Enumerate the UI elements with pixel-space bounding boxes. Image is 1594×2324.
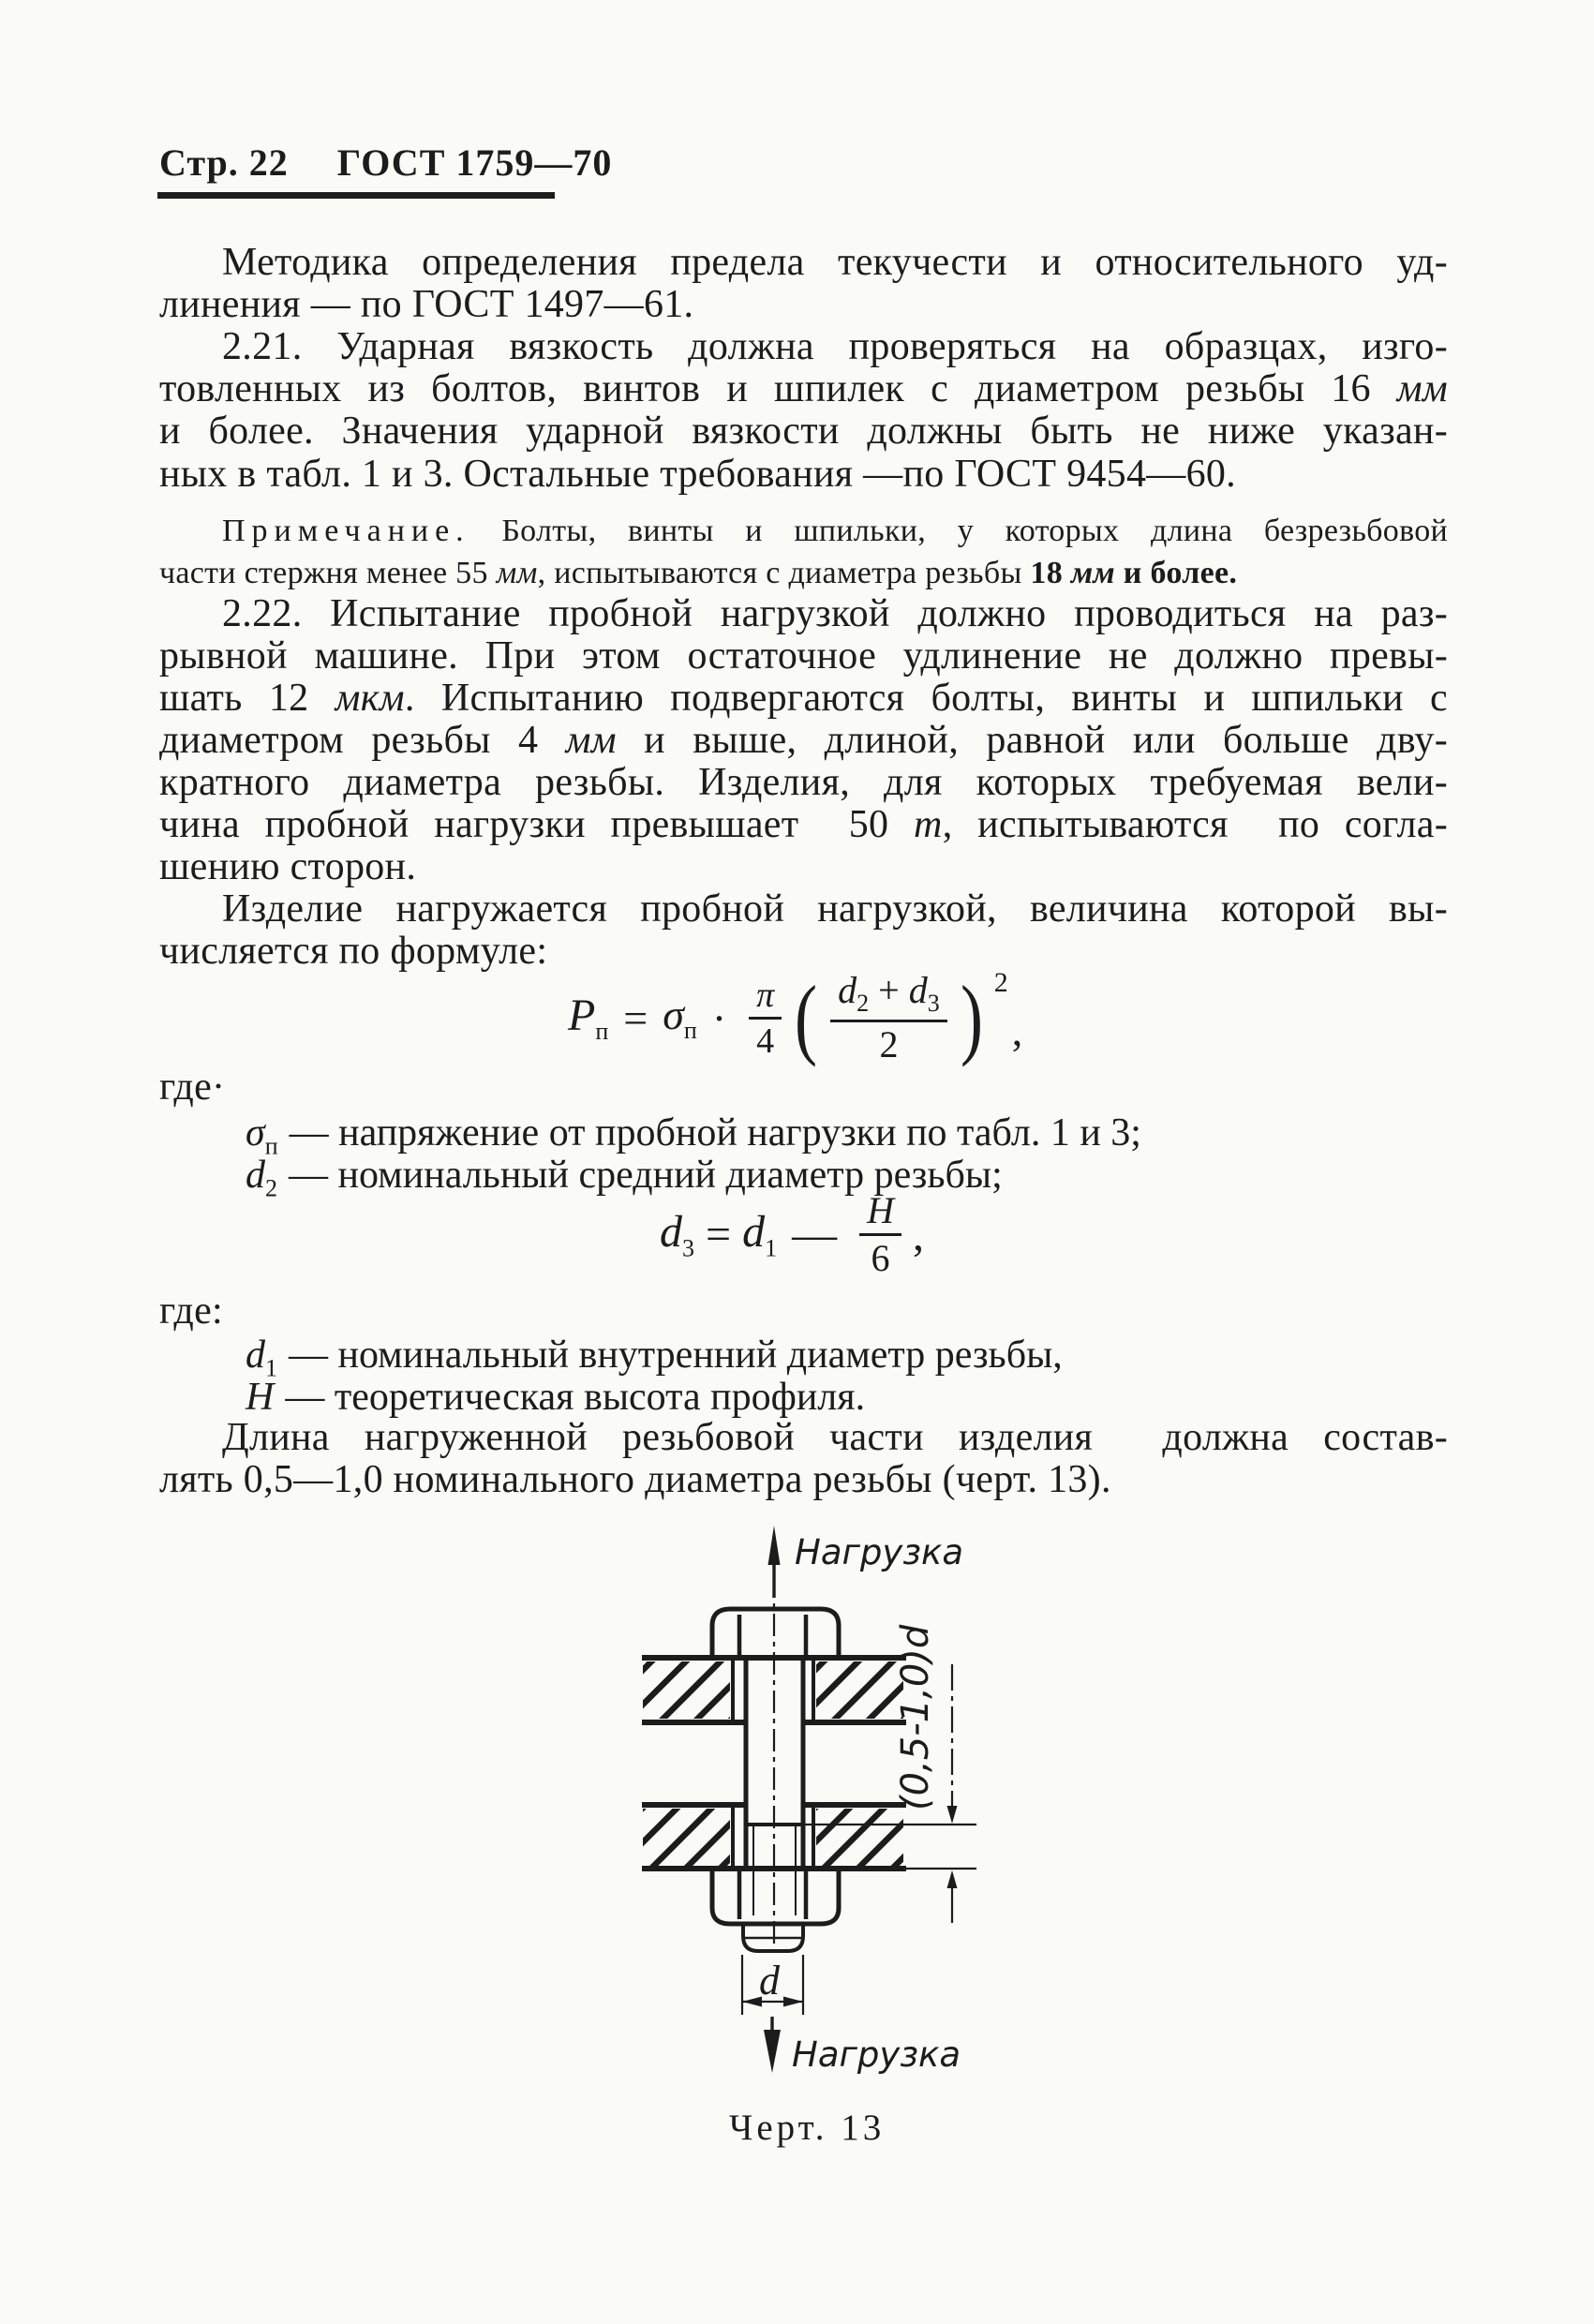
load-label-bottom: Нагрузка <box>792 2034 961 2075</box>
text-line: Методика определения предела текучести и относительного уд- <box>222 241 1448 284</box>
header-rule <box>157 192 555 199</box>
diameter-label: d <box>759 1958 780 2004</box>
text-line: ных в табл. 1 и 3. Остальные требования —по ГОСТ 9454—60. <box>159 453 1236 496</box>
definition-d1: $d_1$ — номинальный внутренний диаметр резьбы, <box>246 1333 1063 1382</box>
text-line: шать 12 мкм. Испытанию подвергаются болты, винты и шпильки с <box>159 677 1448 720</box>
open-paren: ( <box>795 966 818 1067</box>
fraction-H-over-6: $\frac{H}{6}$ <box>859 1192 901 1277</box>
text-line: Изделие нагружается пробной нагрузкой, величина которой вы- <box>222 887 1448 931</box>
length-dim-arrow-up <box>947 1870 958 1888</box>
text-line: диаметром резьбы 4 мм и выше, длиной, равной или больше дву- <box>159 719 1448 762</box>
d-dim-arrow-right <box>783 1997 803 2007</box>
text-line: 2.22. Испытание пробной нагрузкой должно проводиться на раз- <box>222 592 1448 635</box>
formula-lhs: $P_п$ <box>568 990 609 1046</box>
formula-sigma: $\sigma_п$ <box>663 991 697 1045</box>
formula-lhs: $d_3$ <box>660 1206 694 1262</box>
fraction-d2-plus-d3-over-2: $\frac{d_2 + d_3}{2}$ <box>830 972 947 1064</box>
formula-d1: $d_1$ <box>742 1206 778 1262</box>
text-line: где· <box>159 1065 226 1109</box>
text-line: лять 0,5—1,0 номинального диаметра резьбы (черт. 13). <box>159 1458 1111 1501</box>
formula-proof-load <box>568 965 1022 1070</box>
text-line: части стержня менее 55 мм, испытываются с диаметра резьбы 18 мм и более. <box>159 556 1238 590</box>
multiplication-dot: · <box>711 993 727 1042</box>
text-line: рывной машине. При этом остаточное удлинение не должно превы- <box>159 634 1448 678</box>
text-line: Примечание. Болты, винты и шпильки, у которых длина безрезьбовой <box>222 514 1448 548</box>
definition-H: H — теоретическая высота профиля. <box>246 1376 866 1419</box>
trailing-comma: , <box>1011 1006 1023 1054</box>
text-line: линения — по ГОСТ 1497—61. <box>159 283 694 326</box>
definition-d2: $d_2$ — номинальный средний диаметр резьбы; <box>246 1154 1003 1202</box>
text-line: чина пробной нагрузки превышает 50 т, испытываются по согла- <box>159 803 1448 846</box>
close-paren: ) <box>960 966 983 1067</box>
bolt-head <box>712 1609 839 1657</box>
load-label-top: Нагрузка <box>795 1532 964 1572</box>
exponent: 2 <box>993 967 1008 998</box>
trailing-comma: , <box>912 1211 924 1260</box>
standard-number-label: ГОСТ 1759—70 <box>336 142 613 184</box>
page-header <box>159 141 612 185</box>
lower-plate-hatch-right <box>816 1809 903 1866</box>
minus-sign: — <box>792 1209 838 1259</box>
text-line: кратного диаметра резьбы. Изделия, для которых требуемая вели- <box>159 761 1448 804</box>
length-dim-label: (0,5-1,0)d <box>894 1624 937 1810</box>
bolt-joint-drawing <box>525 1513 1012 2132</box>
length-dim-arrow-down <box>947 1806 958 1824</box>
text-line: товленных из болтов, винтов и шпилек с диаметром резьбы 16 мм <box>159 367 1448 410</box>
definition-sigma-p: $\sigma_п$ — напряжение от пробной нагрузки по табл. 1 и 3; <box>246 1111 1141 1160</box>
text-line: шению сторон. <box>159 845 417 888</box>
fraction-pi-over-4: $\frac{\pi}{4}$ <box>749 977 782 1059</box>
text-line: где: <box>159 1289 224 1333</box>
upper-plate-hatch-right <box>816 1661 903 1719</box>
text-line: числяется по формуле: <box>159 930 548 973</box>
lower-plate-hatch-left <box>643 1809 730 1866</box>
nut-outline <box>712 1869 839 1924</box>
text-line: и более. Значения ударной вязкости должны быть не ниже указан- <box>159 410 1448 453</box>
figure-caption: Черт. 13 <box>729 2108 886 2148</box>
equals-sign: = <box>706 1209 732 1259</box>
text-line: Длина нагруженной резьбовой части изделия должна состав- <box>222 1416 1448 1459</box>
load-arrow-down-head <box>764 2030 781 2073</box>
text-line: 2.21. Ударная вязкость должна проверяться на образцах, изго- <box>222 325 1448 368</box>
upper-plate-hatch-left <box>643 1661 730 1719</box>
page-number-label: Стр. 22 <box>159 142 289 184</box>
load-arrow-up-head <box>768 1526 781 1565</box>
equals-sign: = <box>623 993 648 1042</box>
formula-d3 <box>660 1188 924 1279</box>
